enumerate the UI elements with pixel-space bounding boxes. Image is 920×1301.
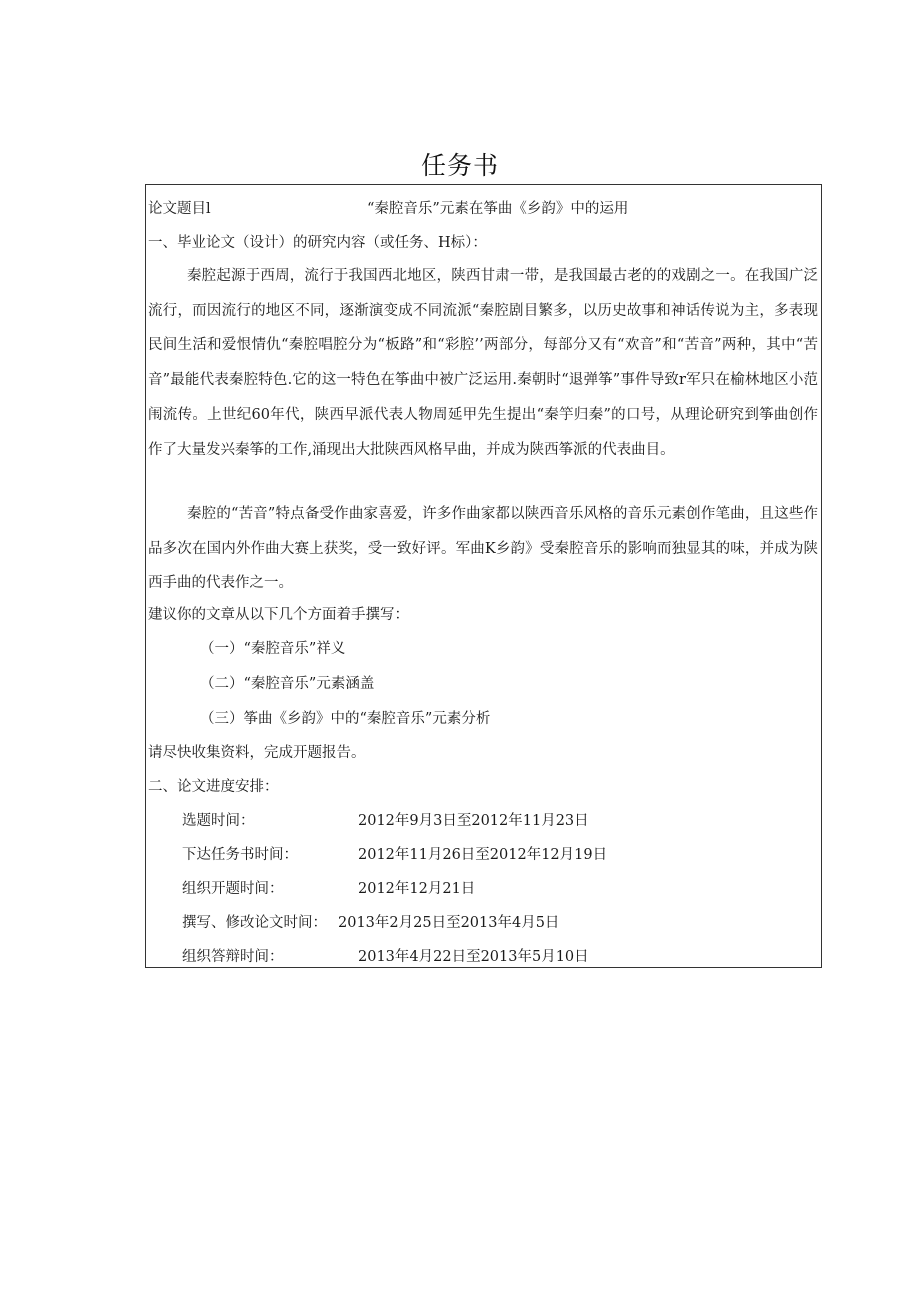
suggestion-text: 建议你的文章从以下几个方面着手撰写： — [148, 607, 409, 623]
schedule-label-defense: 组织答辩时间： — [182, 949, 284, 965]
closing-instruction: 请尽快收集资料，完成开题报告。 — [148, 745, 366, 761]
schedule-label-proposal: 组织开题时间： — [182, 881, 284, 897]
outline-item-2: （二）“秦腔音乐”元素涵盖 — [200, 676, 375, 692]
document-title: 任务书 — [420, 151, 499, 180]
thesis-title-label: 论文题目l — [148, 201, 211, 217]
research-paragraph-2: 秦腔的“苦音”特点备受作曲家喜爱，许多作曲家都以陕西音乐风格的音乐元素创作笔曲，且这些作品多次在国内外作曲大赛上获奖，受一致好评。军曲K乡韵》受秦腔音乐的影响而独显其的味，并成为陕西手曲的代表作之一。 — [148, 506, 818, 592]
schedule-value-defense: 2013年4月22日至2013年5月10日 — [358, 949, 589, 965]
section1-heading: 一、毕业论文（设计）的研究内容（或任务、H标）： — [148, 235, 487, 251]
outline-item-1: （一）“秦腔音乐”祥义 — [200, 641, 346, 657]
schedule-label-assignment: 下达任务书时间： — [182, 847, 298, 863]
schedule-value-assignment: 2012年11月26日至2012年12月19日 — [358, 847, 608, 863]
schedule-value-writing: 2013年2月25日至2013年4月5日 — [338, 915, 560, 931]
schedule-value-topic: 2012年9月3日至2012年11月23日 — [358, 813, 589, 829]
schedule-label-topic: 选题时间： — [182, 813, 255, 829]
outline-item-3: （三）筝曲《乡韵》中的“秦腔音乐”元素分析 — [200, 711, 491, 727]
section2-heading: 二、论文进度安排： — [148, 779, 279, 795]
schedule-value-proposal: 2012年12月21日 — [358, 881, 476, 897]
research-paragraph-1: 秦腔起源于西周，流行于我国西北地区，陕西甘肃一带，是我国最古老的的戏剧之一。在我国广泛流行，而因流行的地区不同，逐渐演变成不同流派“秦腔剧目繁多，以历史故事和神话传说为主，多表现民间生活和爱恨情仇“秦腔唱腔分为“板路”和“彩腔’’两部分，每部分又有“欢音”和“苦音”两种，其中“苦音”最能代表秦腔特色.它的这一特色在筝曲中被广泛运用.秦朝时“退弹筝”事件导致r军只在榆林地区小范闱流传。上世纪60年代，陕西早派代表人物周延甲先生提出“秦竽归秦”的口号，从理论研究到筝曲创作作了大量发兴秦筝的工作,涌现出大批陕西风格早曲，并成为陕西筝派的代表曲目。 — [148, 268, 818, 458]
schedule-label-writing: 撰写、修改论文时间： — [182, 915, 327, 931]
thesis-title-value: “秦腔音乐”元素在筝曲《乡韵》中的运用 — [367, 201, 629, 217]
